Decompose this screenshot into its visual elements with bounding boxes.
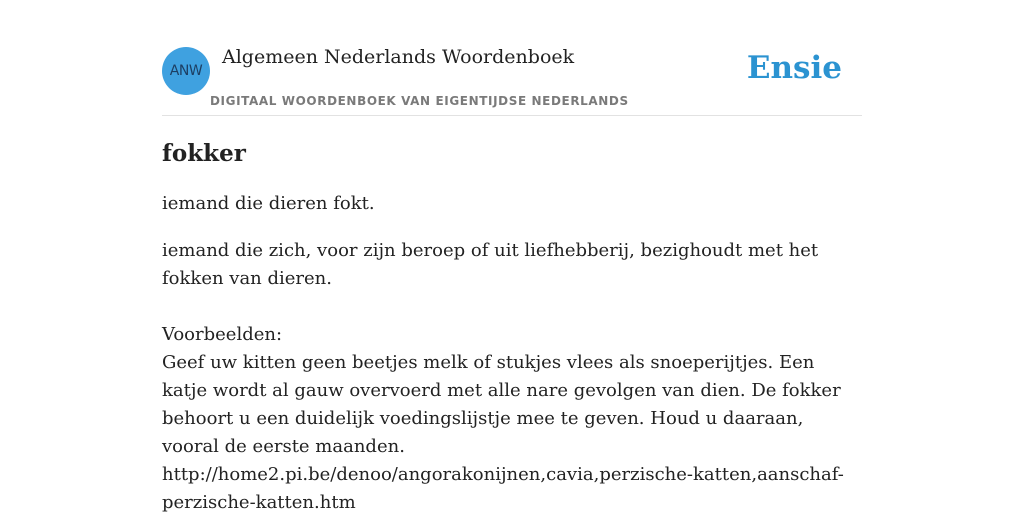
example-source-link[interactable]: http://home2.pi.be/denoo/angorakonijnen,cavia,perzische-katten,aanschaf-perzische-katten.htm: [162, 464, 844, 512]
site-name-link[interactable]: Algemeen Nederlands Woordenboek: [222, 46, 575, 68]
anw-logo[interactable]: [162, 47, 210, 95]
entry-content: [162, 138, 862, 512]
examples-block: [162, 321, 862, 512]
entry-term: fokker: [162, 140, 246, 167]
long-definition: iemand die zich, voor zijn beroep of uit liefhebberij, bezighoudt met het fokken van dieren.: [162, 240, 819, 289]
short-definition: iemand die dieren fokt.: [162, 193, 375, 214]
site-header: [162, 40, 862, 116]
logo-text: ANW: [169, 63, 203, 79]
example-text: Geef uw kitten geen beetjes melk of stukjes vlees als snoeperijtjes. Een katje wordt al gauw overvoerd met alle nare gevolgen van dien. De fokker behoort u een duidelijk voedingslijstje mee te geven. Houd u daaraan, vooral de eerste maanden.: [162, 352, 841, 457]
site-subtitle: DIGITAAL WOORDENBOEK VAN EIGENTIJDSE NEDERLANDS: [210, 94, 629, 108]
ensie-logo[interactable]: Ensie: [746, 50, 842, 86]
examples-label: Voorbeelden:: [162, 324, 283, 345]
